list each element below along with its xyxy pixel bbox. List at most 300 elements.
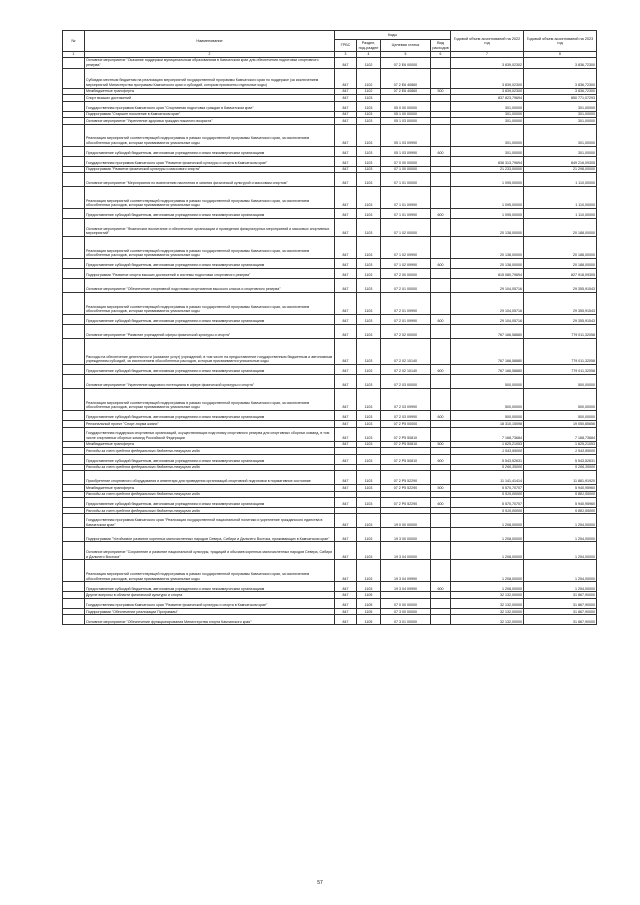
row-razdel: 1103 — [357, 485, 381, 491]
row-razdel: 1103 — [357, 441, 381, 447]
row-name: Предоставление субсидий бюджетным, автономным учреждениям и иным некоммерческим организациям — [85, 498, 335, 508]
row-sum-2023: 5 543,52631 — [524, 454, 597, 464]
row-vid: 500 — [431, 441, 451, 447]
table-row — [63, 514, 597, 528]
row-razdel: 1102 — [357, 88, 381, 94]
row-vid — [431, 101, 451, 111]
table-row — [63, 293, 597, 315]
row-vid — [431, 293, 451, 315]
row-grbs: 847 — [335, 95, 357, 101]
row-razdel: 1103 — [357, 421, 381, 427]
table-row — [63, 471, 597, 485]
row-grbs: 847 — [335, 111, 357, 117]
row-razdel: 1103 — [357, 427, 381, 441]
row-grbs: 847 — [335, 615, 357, 625]
row-sum-2022: 29 104,05716 — [451, 279, 524, 293]
row-grbs: 847 — [335, 293, 357, 315]
row-num — [63, 146, 85, 156]
row-sum-2022: 5 570,70707 — [451, 498, 524, 508]
row-sum-2023: 1 254,00000 — [524, 528, 597, 542]
row-sum-2023: 779 011,32058 — [524, 339, 597, 365]
row-grbs: 847 — [335, 411, 357, 421]
row-tsel: 19 3 04 09990 — [381, 582, 431, 592]
row-vid — [431, 560, 451, 582]
row-vid — [431, 279, 451, 293]
table-row — [63, 101, 597, 111]
row-vid: 600 — [431, 411, 451, 421]
header-name: Наименование — [85, 31, 335, 52]
row-name: Государственная программа Камчатского края "Реализация государственной национальной политики и укрепление гражданского единства в Камчатском крае" — [85, 514, 335, 528]
row-grbs: 847 — [335, 528, 357, 542]
row-razdel: 1105 — [357, 592, 381, 598]
table-row — [63, 279, 597, 293]
row-razdel: 1103 — [357, 454, 381, 464]
row-sum-2023: 19 050,85656 — [524, 421, 597, 427]
row-tsel: 07 1 02 09990 — [381, 259, 431, 269]
row-name: Расходы за счет средств федерального бюджета текущего года — [85, 448, 335, 454]
row-vid — [431, 427, 451, 441]
row-name: Расходы на обеспечение деятельности (оказание услуг) учреждений, в том числе на предоставление государственным бюджетным и автономным учреждениям субсидий, за исключением обособленных расходов, которым присваиваются уникальные коды — [85, 339, 335, 365]
row-name: Подпрограмма "Устойчивое развитие коренных малочисленных народов Севера, Сибири и Дальнего Востока, проживающих в Камчатском крае" — [85, 528, 335, 542]
row-sum-2023: 301,00000 — [524, 101, 597, 111]
row-num — [63, 427, 85, 441]
row-tsel: 07 1 01 00000 — [381, 173, 431, 187]
row-sum-2022: 1 208,00000 — [451, 560, 524, 582]
row-num — [63, 279, 85, 293]
row-sum-2022: 7 168,73684 — [451, 427, 524, 441]
row-sum-2023: 11 881,91920 — [524, 471, 597, 485]
row-grbs: 847 — [335, 166, 357, 172]
index-row: 1 2 3 4 5 6 7 8 — [63, 52, 597, 58]
row-name: Реализация мероприятий соответствующей подпрограммы в рамках государственной программы Камчатского края, за исключением обособленных расходов, которым присваиваются уникальные коды — [85, 389, 335, 411]
row-grbs: 847 — [335, 57, 357, 68]
row-num — [63, 454, 85, 464]
row-grbs: 847 — [335, 514, 357, 528]
row-tsel: 07 2 Р5 00000 — [381, 421, 431, 427]
table-row — [63, 582, 597, 592]
row-sum-2022: 18 310,15098 — [451, 421, 524, 427]
row-grbs: 847 — [335, 582, 357, 592]
row-razdel: 1103 — [357, 514, 381, 528]
row-sum-2023: 21 298,00000 — [524, 166, 597, 172]
row-sum-2023: 20 188,00000 — [524, 219, 597, 237]
table-row — [63, 339, 597, 365]
row-sum-2023: 301,00000 — [524, 146, 597, 156]
row-sum-2023: 1 625,21053 — [524, 441, 597, 447]
row-razdel: 1103 — [357, 95, 381, 101]
table-row — [63, 365, 597, 375]
row-name: Приобретение спортивного оборудования и инвентаря для приведения организаций спортивной подготовки в нормативное состояние — [85, 471, 335, 485]
row-grbs: 847 — [335, 365, 357, 375]
row-sum-2023: 3 836,72300 — [524, 57, 597, 68]
header-vid: Вид расходов — [432, 41, 449, 50]
row-sum-2023: 500,00000 — [524, 375, 597, 389]
row-vid — [431, 237, 451, 259]
table-row — [63, 173, 597, 187]
row-sum-2022: 3 839,02302 — [451, 57, 524, 68]
row-name: Предоставление субсидий бюджетным, автономным учреждениям и иным некоммерческим организациям — [85, 411, 335, 421]
table-row — [63, 259, 597, 269]
row-tsel: 05 1 03 00000 — [381, 118, 431, 124]
table-row — [63, 411, 597, 421]
row-grbs: 847 — [335, 427, 357, 441]
row-sum-2023: 31 867,90000 — [524, 592, 597, 598]
row-num — [63, 528, 85, 542]
row-tsel: 07 1 02 09990 — [381, 237, 431, 259]
row-sum-2022: 20 138,00000 — [451, 259, 524, 269]
table-row — [63, 454, 597, 464]
row-razdel: 1103 — [357, 118, 381, 124]
row-num — [63, 187, 85, 209]
row-vid — [431, 471, 451, 485]
row-razdel: 1103 — [357, 173, 381, 187]
row-sum-2023: 5 881,55000 — [524, 508, 597, 514]
row-tsel: 05 1 03 09990 — [381, 124, 431, 146]
row-sum-2022: 11 141,41414 — [451, 471, 524, 485]
header-sum-2023: Годовой объем ассигнований на 2023 год — [524, 31, 597, 52]
row-vid — [431, 124, 451, 146]
row-razdel: 1105 — [357, 608, 381, 614]
row-tsel: 19 3 04 09990 — [381, 560, 431, 582]
table-row — [63, 156, 597, 166]
row-sum-2023: 500,00000 — [524, 389, 597, 411]
row-num — [63, 514, 85, 528]
row-num — [63, 471, 85, 485]
row-sum-2022: 3 839,02300 — [451, 88, 524, 94]
row-grbs: 847 — [335, 389, 357, 411]
row-num — [63, 560, 85, 582]
row-tsel: 07 2 03 09990 — [381, 411, 431, 421]
row-vid — [431, 57, 451, 68]
page-number: 57 — [317, 880, 323, 886]
row-grbs: 847 — [335, 237, 357, 259]
table-row — [63, 528, 597, 542]
table-row — [63, 68, 597, 88]
row-name: Основное мероприятие "Сохранение и развитие национальной культуры, традиций и обычаев коренных малочисленных народов Севера, Сибири и Дальнего Востока" — [85, 542, 335, 560]
row-sum-2023: 301,00000 — [524, 124, 597, 146]
row-grbs: 847 — [335, 124, 357, 146]
row-name: Межбюджетные трансферты — [85, 441, 335, 447]
row-sum-2022: 20 138,00000 — [451, 237, 524, 259]
row-num — [63, 124, 85, 146]
row-vid — [431, 514, 451, 528]
row-grbs: 847 — [335, 315, 357, 325]
row-sum-2022: 5 570,70707 — [451, 485, 524, 491]
row-razdel: 1103 — [357, 315, 381, 325]
row-sum-2023: 5 881,55000 — [524, 491, 597, 497]
row-tsel: 07 2 Е6 40860 — [381, 88, 431, 94]
row-name: Расходы за счет средств федерального бюджета текущего года — [85, 464, 335, 470]
row-grbs: 847 — [335, 259, 357, 269]
row-name: Подпрограмма "Развитие спорта высших достижений и системы подготовки спортивного резерва" — [85, 269, 335, 279]
row-grbs: 847 — [335, 269, 357, 279]
table-row — [63, 598, 597, 608]
row-name: Реализация мероприятий соответствующей подпрограммы в рамках государственной программы Камчатского края, за исключением обособленных расходов, которым присваиваются уникальные коды — [85, 124, 335, 146]
row-sum-2023: 1 254,00000 — [524, 560, 597, 582]
row-sum-2022: 1 095,00000 — [451, 173, 524, 187]
row-sum-2022: 1 208,00000 — [451, 542, 524, 560]
row-tsel: 19 0 00 00000 — [381, 514, 431, 528]
header-codes: Коды — [335, 31, 451, 40]
row-vid — [431, 528, 451, 542]
row-grbs: 847 — [335, 187, 357, 209]
row-tsel: 07 2 02 10140 — [381, 339, 431, 365]
row-sum-2022: 301,00000 — [451, 124, 524, 146]
row-grbs: 847 — [335, 560, 357, 582]
row-sum-2022: 767 166,58880 — [451, 339, 524, 365]
row-name: Предоставление субсидий бюджетным, автономным учреждениям и иным некоммерческим организациям — [85, 259, 335, 269]
row-name: Предоставление субсидий бюджетным, автономным учреждениям и иным некоммерческим организациям — [85, 454, 335, 464]
row-sum-2023: 500,00000 — [524, 411, 597, 421]
row-razdel: 1103 — [357, 542, 381, 560]
table-row — [63, 269, 597, 279]
row-vid — [431, 542, 451, 560]
row-razdel: 1103 — [357, 560, 381, 582]
row-sum-2022: 32 132,00000 — [451, 592, 524, 598]
row-razdel: 1103 — [357, 166, 381, 172]
row-sum-2022: 1 625,21053 — [451, 441, 524, 447]
row-name: Региональный проект "Спорт-норма жизни" — [85, 421, 335, 427]
row-razdel: 1103 — [357, 411, 381, 421]
row-vid — [431, 598, 451, 608]
row-num — [63, 237, 85, 259]
row-razdel: 1105 — [357, 598, 381, 608]
header-razdel: Раздел, под-раздел — [357, 40, 381, 52]
row-name: Расходы за счет средств федерального бюджета текущего года — [85, 508, 335, 514]
row-razdel: 1103 — [357, 187, 381, 209]
row-name: Реализация мероприятий соответствующей подпрограммы в рамках государственной программы Камчатского края, за исключением обособленных расходов, которым присваиваются уникальные коды — [85, 237, 335, 259]
row-sum-2022: 1 208,00000 — [451, 528, 524, 542]
row-razdel: 1103 — [357, 375, 381, 389]
row-name: Предоставление субсидий бюджетным, автономным учреждениям и иным некоммерческим организациям — [85, 582, 335, 592]
row-name: Подпрограмма "Старшее поколение в Камчатском крае" — [85, 111, 335, 117]
row-grbs: 847 — [335, 219, 357, 237]
row-num — [63, 68, 85, 88]
row-grbs: 847 — [335, 156, 357, 166]
row-sum-2022: 500,00000 — [451, 375, 524, 389]
row-name: Основное мероприятие "Развитие учреждений сферы физической культуры и спорта" — [85, 325, 335, 339]
row-num — [63, 542, 85, 560]
row-name: Межбюджетные трансферты — [85, 485, 335, 491]
row-razdel: 1103 — [357, 339, 381, 365]
row-vid — [431, 187, 451, 209]
row-tsel: 07 2 00 00000 — [381, 269, 431, 279]
row-name: Предоставление субсидий бюджетным, автономным учреждениям и иным некоммерческим организациям — [85, 209, 335, 219]
row-num — [63, 173, 85, 187]
row-num — [63, 615, 85, 625]
row-tsel: 07 0 00 00000 — [381, 156, 431, 166]
row-razdel: 1103 — [357, 124, 381, 146]
row-sum-2022: 32 132,00000 — [451, 608, 524, 614]
table-row — [63, 427, 597, 441]
row-sum-2023: 29 355,91543 — [524, 315, 597, 325]
row-name: Предоставление субсидий бюджетным, автономным учреждениям и иным некоммерческим организациям — [85, 365, 335, 375]
row-sum-2022: 1 208,00000 — [451, 582, 524, 592]
row-tsel: 07 2 Е6 40860 — [381, 68, 431, 88]
row-grbs: 847 — [335, 542, 357, 560]
row-sum-2022: 500,00000 — [451, 389, 524, 411]
table-row — [63, 237, 597, 259]
row-sum-2022: 836 313,79694 — [451, 156, 524, 166]
table-row — [63, 219, 597, 237]
row-grbs: 847 — [335, 421, 357, 427]
row-tsel: 05 0 00 00000 — [381, 101, 431, 111]
table-row — [63, 315, 597, 325]
row-sum-2023: 1 110,00000 — [524, 209, 597, 219]
row-tsel: 07 3 00 00000 — [381, 608, 431, 614]
row-sum-2022: 301,00000 — [451, 118, 524, 124]
row-sum-2022: 1 543,95000 — [451, 448, 524, 454]
row-tsel: 07 2 Р5 52290 — [381, 471, 431, 485]
table-row — [63, 375, 597, 389]
row-sum-2022: 29 104,05716 — [451, 293, 524, 315]
row-sum-2022: 32 132,00000 — [451, 598, 524, 608]
row-sum-2022: 20 138,00000 — [451, 219, 524, 237]
row-razdel: 1103 — [357, 279, 381, 293]
row-num — [63, 411, 85, 421]
row-tsel: 07 2 Е6 00000 — [381, 57, 431, 68]
row-razdel: 1103 — [357, 111, 381, 117]
row-sum-2023: 20 188,00000 — [524, 259, 597, 269]
row-tsel: 07 2 Р5 50810 — [381, 427, 431, 441]
row-grbs: 847 — [335, 88, 357, 94]
row-razdel: 1103 — [357, 101, 381, 111]
row-vid — [431, 219, 451, 237]
row-tsel: 07 2 02 10140 — [381, 365, 431, 375]
row-name: Расходы за счет средств федерального бюджета текущего года — [85, 491, 335, 497]
document-page — [62, 30, 596, 625]
row-sum-2022: 767 166,58880 — [451, 325, 524, 339]
row-tsel: 07 2 Р5 52290 — [381, 485, 431, 491]
row-sum-2023: 29 355,91543 — [524, 293, 597, 315]
row-razdel: 1103 — [357, 471, 381, 485]
row-name: Основное мероприятие "Укрепление здоровья граждан пожилого возраста" — [85, 118, 335, 124]
row-grbs: 847 — [335, 279, 357, 293]
row-name: Основное мероприятие "Обеспечение спортивной подготовки спортсменов высокого класса и спортивного резерва" — [85, 279, 335, 293]
row-num — [63, 293, 85, 315]
row-razdel: 1103 — [357, 156, 381, 166]
row-razdel: 1105 — [357, 615, 381, 625]
row-num — [63, 315, 85, 325]
row-razdel: 1103 — [357, 582, 381, 592]
row-sum-2022: 1 095,00000 — [451, 209, 524, 219]
row-razdel: 1102 — [357, 57, 381, 68]
row-tsel: 07 1 02 00000 — [381, 219, 431, 237]
row-sum-2023: 31 867,90000 — [524, 598, 597, 608]
row-name: Основное мероприятие "Мероприятия по вовлечению населения в занятия физической культурой и массовым спортом" — [85, 173, 335, 187]
row-razdel: 1103 — [357, 498, 381, 508]
row-num — [63, 375, 85, 389]
row-tsel: 07 2 02 00000 — [381, 325, 431, 339]
row-vid: 600 — [431, 315, 451, 325]
row-sum-2022: 1 095,00000 — [451, 187, 524, 209]
row-num — [63, 57, 85, 68]
row-tsel: 07 0 00 00000 — [381, 598, 431, 608]
row-tsel: 07 2 03 09990 — [381, 389, 431, 411]
header-num: № — [63, 31, 85, 52]
row-name: Государственная программа Камчатского края "Развитие физической культуры и спорта в Камчатском крае" — [85, 598, 335, 608]
row-sum-2023: 301,00000 — [524, 111, 597, 117]
row-sum-2022: 3 839,02300 — [451, 68, 524, 88]
row-vid: 600 — [431, 582, 451, 592]
row-sum-2023: 1 110,00000 — [524, 173, 597, 187]
row-num — [63, 598, 85, 608]
table-row — [63, 615, 597, 625]
row-vid — [431, 269, 451, 279]
row-name: Подпрограмма "Обеспечение реализации Программы" — [85, 608, 335, 614]
row-name: Основное мероприятие "Физическое воспитание и обеспечение организации и проведения физкультурных мероприятий и массовых спортивных мероприятий" — [85, 219, 335, 237]
header-tsel: Целевая статья — [381, 40, 431, 52]
row-sum-2023: 1 110,00000 — [524, 187, 597, 209]
row-grbs: 847 — [335, 146, 357, 156]
row-vid — [431, 389, 451, 411]
row-razdel: 1103 — [357, 325, 381, 339]
row-num — [63, 498, 85, 508]
row-tsel: 07 1 00 00000 — [381, 166, 431, 172]
row-sum-2022: 5 266,35000 — [451, 464, 524, 470]
row-tsel: 07 2 01 09990 — [381, 293, 431, 315]
row-razdel: 1103 — [357, 146, 381, 156]
table-row — [63, 209, 597, 219]
table-row — [63, 498, 597, 508]
row-vid — [431, 339, 451, 365]
table-row — [63, 542, 597, 560]
row-sum-2022: 5 543,52631 — [451, 454, 524, 464]
row-razdel: 1103 — [357, 269, 381, 279]
table-row — [63, 389, 597, 411]
row-tsel: 07 2 01 00000 — [381, 279, 431, 293]
row-name: Предоставление субсидий бюджетным, автономным учреждениям и иным некоммерческим организациям — [85, 146, 335, 156]
row-grbs: 847 — [335, 498, 357, 508]
row-name: Подпрограмма "Развитие физической культуры и массового спорта" — [85, 166, 335, 172]
row-grbs: 847 — [335, 68, 357, 88]
row-vid: 500 — [431, 88, 451, 94]
row-tsel: 07 1 01 09990 — [381, 209, 431, 219]
row-razdel: 1103 — [357, 365, 381, 375]
row-sum-2022: 301,00000 — [451, 101, 524, 111]
row-sum-2023: 850 771,07293 — [524, 95, 597, 101]
row-vid: 600 — [431, 209, 451, 219]
row-sum-2022: 815 080,79694 — [451, 269, 524, 279]
row-num — [63, 156, 85, 166]
row-sum-2022: 1 208,00000 — [451, 514, 524, 528]
row-tsel: 07 2 Р5 50810 — [381, 441, 431, 447]
row-sum-2023: 5 940,95960 — [524, 485, 597, 491]
row-num — [63, 365, 85, 375]
row-vid: 600 — [431, 498, 451, 508]
row-razdel: 1103 — [357, 259, 381, 269]
row-vid: 600 — [431, 259, 451, 269]
row-grbs: 847 — [335, 173, 357, 187]
row-sum-2023: 301,00000 — [524, 118, 597, 124]
row-name: Государственная программа Камчатского края "Спортивная подготовка граждан в Камчатском крае" — [85, 101, 335, 111]
row-name: Основное мероприятие "Укрепление кадрового потенциала в сфере физической культуры и спорта" — [85, 375, 335, 389]
row-grbs: 847 — [335, 441, 357, 447]
table-row — [63, 560, 597, 582]
row-num — [63, 101, 85, 111]
row-vid — [431, 156, 451, 166]
row-grbs: 847 — [335, 375, 357, 389]
row-sum-2023: 7 168,73684 — [524, 427, 597, 441]
table-row — [63, 124, 597, 146]
row-grbs: 847 — [335, 339, 357, 365]
row-tsel: 05 1 00 00000 — [381, 111, 431, 117]
row-sum-2023: 827 918,09305 — [524, 269, 597, 279]
row-grbs: 847 — [335, 485, 357, 491]
row-sum-2022: 837 823,79694 — [451, 95, 524, 101]
row-razdel: 1103 — [357, 209, 381, 219]
row-sum-2022: 29 104,05716 — [451, 315, 524, 325]
